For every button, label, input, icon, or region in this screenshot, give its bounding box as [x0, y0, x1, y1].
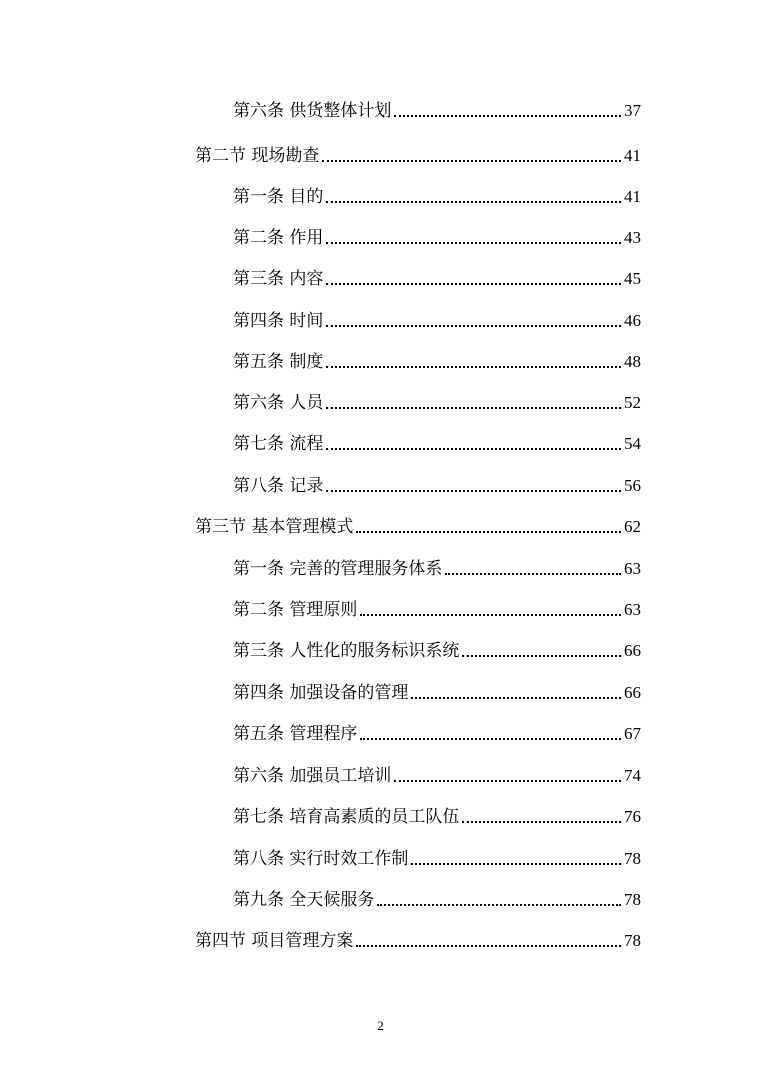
toc-entry[interactable]: [233, 347, 641, 373]
toc-entry-label: 第九条 全天候服务: [233, 890, 375, 910]
toc-leader-dots: [326, 325, 621, 327]
toc-leader-dots: [360, 614, 621, 616]
toc-entry-page: 67: [624, 724, 641, 743]
toc-entry-label: 第二条 管理原则: [233, 600, 358, 620]
toc-section-entry[interactable]: [195, 926, 641, 952]
toc-entry-label: 第七条 培育高素质的员工队伍: [233, 807, 460, 827]
toc-leader-dots: [411, 697, 621, 699]
toc-entry-label: 第七条 流程: [233, 434, 324, 454]
toc-entry-label: 第一条 完善的管理服务体系: [233, 559, 443, 579]
toc-entry-label: 第四条 时间: [233, 311, 324, 331]
toc-entry-page: 41: [624, 146, 641, 165]
toc-leader-dots: [462, 821, 621, 823]
toc-leader-dots: [394, 115, 621, 117]
toc-entry-page: 43: [624, 228, 641, 247]
toc-entry[interactable]: [233, 554, 641, 580]
toc-entry-label: 第六条 人员: [233, 393, 324, 413]
toc-entry-label: 第三条 人性化的服务标识系统: [233, 641, 460, 661]
toc-leader-dots: [326, 283, 621, 285]
toc-leader-dots: [326, 366, 621, 368]
toc-entry-page: 48: [624, 352, 641, 371]
toc-entry-page: 66: [624, 683, 641, 702]
toc-entry-label: 第三条 内容: [233, 269, 324, 289]
toc-entry-label: 第一条 目的: [233, 187, 324, 207]
toc-entry-page: 76: [624, 807, 641, 826]
toc-entry-page: 41: [624, 187, 641, 206]
toc-entry-page: 66: [624, 641, 641, 660]
toc-entry-label: 第四节 项目管理方案: [195, 931, 354, 951]
toc-leader-dots: [326, 201, 621, 203]
toc-entry-label: 第六条 供货整体计划: [233, 101, 392, 121]
toc-leader-dots: [326, 407, 621, 409]
toc-entry[interactable]: [233, 595, 641, 621]
toc-entry[interactable]: [233, 429, 641, 455]
toc-entry-page: 63: [624, 600, 641, 619]
toc-section-entry[interactable]: [195, 512, 641, 538]
toc-leader-dots: [394, 780, 621, 782]
toc-entry[interactable]: [233, 223, 641, 249]
toc-entry-label: 第二节 现场勘查: [195, 146, 320, 166]
toc-leader-dots: [356, 945, 621, 947]
toc-entry[interactable]: [233, 636, 641, 662]
toc-entry-page: 78: [624, 931, 641, 950]
toc-entry-page: 78: [624, 849, 641, 868]
toc-entry-label: 第四条 加强设备的管理: [233, 683, 409, 703]
toc-entry-label: 第六条 加强员工培训: [233, 766, 392, 786]
toc-entry[interactable]: [233, 96, 641, 122]
toc-leader-dots: [326, 242, 621, 244]
toc-entry[interactable]: [233, 306, 641, 332]
toc-entry-label: 第三节 基本管理模式: [195, 517, 354, 537]
toc-leader-dots: [326, 490, 621, 492]
toc-entry-page: 54: [624, 434, 641, 453]
toc-entry[interactable]: [233, 388, 641, 414]
toc-entry-label: 第八条 实行时效工作制: [233, 849, 409, 869]
toc-entry-page: 63: [624, 559, 641, 578]
toc-entry[interactable]: [233, 264, 641, 290]
toc-leader-dots: [356, 531, 621, 533]
toc-entry[interactable]: [233, 761, 641, 787]
toc-entry[interactable]: [233, 678, 641, 704]
toc-leader-dots: [326, 448, 621, 450]
toc-entry[interactable]: [233, 844, 641, 870]
toc-entry-label: 第八条 记录: [233, 476, 324, 496]
toc-entry-page: 78: [624, 890, 641, 909]
toc-entry-page: 62: [624, 517, 641, 536]
toc-entry-page: 37: [624, 101, 641, 120]
toc-entry-page: 74: [624, 766, 641, 785]
toc-entry-label: 第五条 管理程序: [233, 724, 358, 744]
toc-entry[interactable]: [233, 802, 641, 828]
page-number: 2: [377, 1018, 384, 1033]
toc-leader-dots: [322, 160, 621, 162]
toc-entry-page: 52: [624, 393, 641, 412]
toc-entry[interactable]: [233, 182, 641, 208]
toc-entry-page: 45: [624, 269, 641, 288]
toc-leader-dots: [377, 904, 621, 906]
toc-leader-dots: [360, 738, 621, 740]
toc-entry[interactable]: [233, 471, 641, 497]
toc-section-entry[interactable]: [195, 141, 641, 167]
toc-leader-dots: [411, 863, 621, 865]
toc-leader-dots: [462, 655, 621, 657]
toc-entry-label: 第二条 作用: [233, 228, 324, 248]
toc-entry[interactable]: [233, 885, 641, 911]
toc-entry-page: 46: [624, 311, 641, 330]
toc-entry-page: 56: [624, 476, 641, 495]
toc-leader-dots: [445, 573, 621, 575]
toc-entry[interactable]: [233, 719, 641, 745]
toc-entry-label: 第五条 制度: [233, 352, 324, 372]
